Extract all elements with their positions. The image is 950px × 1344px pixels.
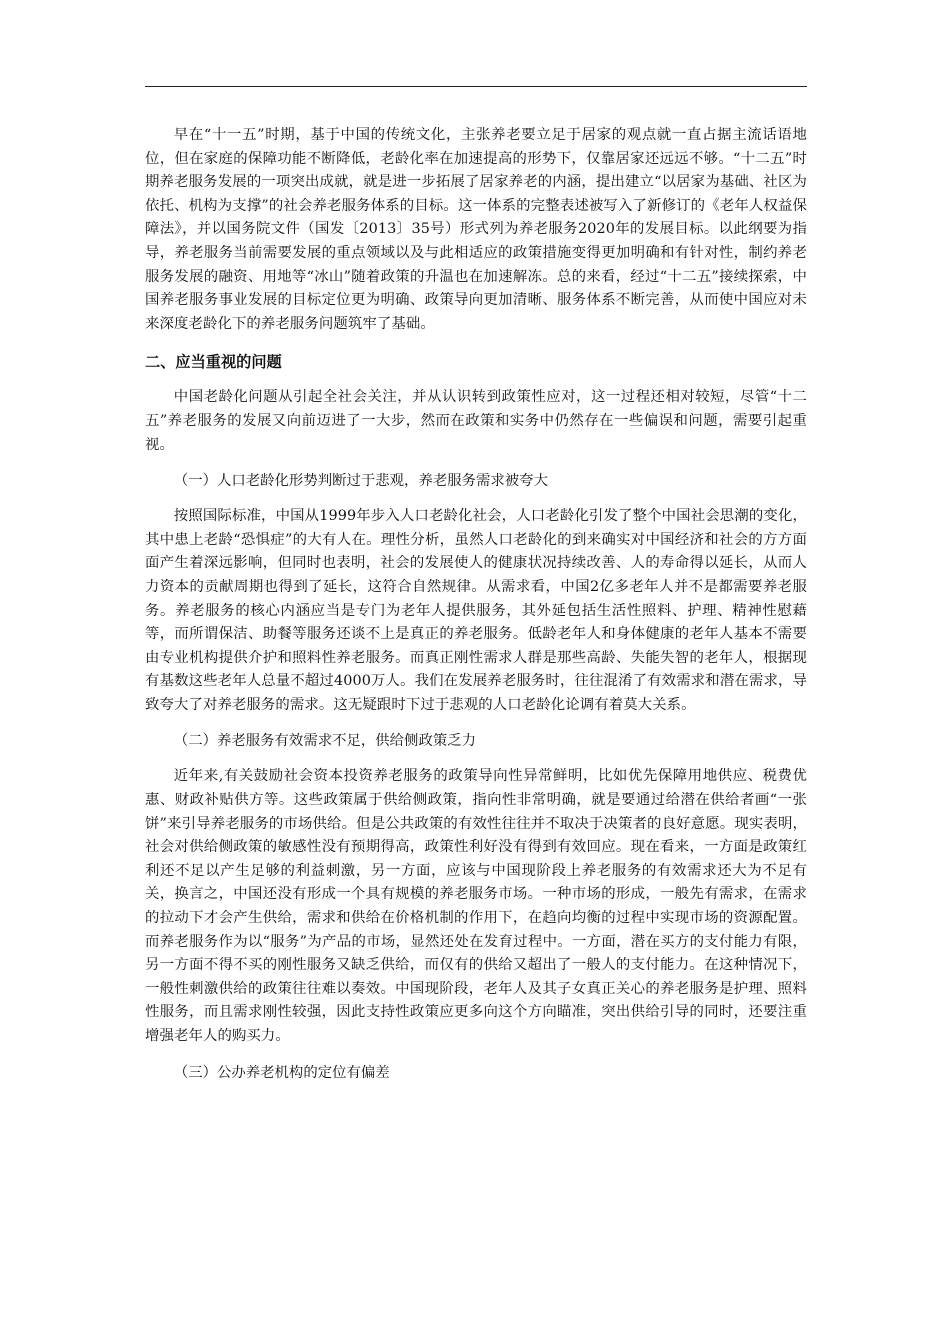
paragraph-supply-side-policy: 近年来,有关鼓励社会资本投资养老服务的政策导向性异常鲜明，比如优先保障用地供应、税费优惠、财政补贴供方等。这些政策属于供给侧政策，指向性非常明确，就是要通过给潜在供给者画“一张饼”来引导养老服务的市场供给。但是公共政策的有效性往往并不取决于决策者的良好意愿。现实表明，社会对供给侧政策的敏感性没有预期得高，政策性利好没有得到有效回应。现在看来，一方面是政策红利还不足以产生足够的利益刺激，另一方面，应该与中国现阶段上养老服务的有效需求还大为不足有关，换言之，中国还没有形成一个具有规模的养老服务市场。一种市场的形成，一般先有需求，在需求的拉动下才会产生供给，需求和供给在价格机制的作用下，在趋向均衡的过程中实现市场的资源配置。而养老服务作为以“服务”为产品的市场，显然还处在发育过程中。一方面，潜在买方的支付能力有限，另一方面不得不买的刚性服务又缺乏供给，而仅有的供给又超出了一般人的支付能力。在这种情况下，一般性刺激供给的政策往往难以奏效。中国现阶段，老年人及其子女真正关心的养老服务是护理、照料性服务，而且需求刚性较强，因此支持性政策应更多向这个方向瞄准，突出供给引导的同时，还要注重增强老年人的购买力。 bbox=[145, 768, 807, 1044]
subheading-public-institutions: （三）公办养老机构的定位有偏差 bbox=[173, 1064, 390, 1081]
paragraph-issues-intro: 中国老龄化问题从引起全社会关注，并从认识转到政策性应对，这一过程还相对较短，尽管“十二五”养老服务的发展又向前迈进了一大步，然而在政策和实务中仍然存在一些偏误和问题，需要引起重视。 bbox=[145, 389, 807, 453]
header-rule bbox=[145, 86, 807, 87]
document-body bbox=[145, 124, 807, 1097]
paragraph-aging-demand: 按照国际标准，中国从1999年步入人口老龄化社会，人口老龄化引发了整个中国社会思潮的变化，其中患上老龄“恐惧症”的大有人在。理性分析，虽然人口老龄化的到来确实对中国经济和社会的方方面面产生着深远影响，但同时也表明，社会的发展使人的健康状况持续改善、人的寿命得以延长，从而人力资本的贡献周期也得到了延长，这符合自然规律。从需求看，中国2亿多老年人并不是都需要养老服务。养老服务的核心内涵应当是专门为老年人提供服务，其外延包括生活性照料、护理、精神性慰藉等，而所谓保洁、助餐等服务还谈不上是真正的养老服务。低龄老年人和身体健康的老年人基本不需要由专业机构提供介护和照料性养老服务。而真正刚性需求人群是那些高龄、失能失智的老年人，根据现有基数这些老年人总量不超过4000万人。我们在发展养老服务时，往往混淆了有效需求和潜在需求，导致夸大了对养老服务的需求。这无疑跟时下过于悲观的人口老龄化论调有着莫大关系。 bbox=[145, 508, 807, 713]
subheading-insufficient-demand: （二）养老服务有效需求不足，供给侧政策乏力 bbox=[173, 733, 477, 750]
paragraph-twelfth-five-year-achievements: 早在“十一五”时期，基于中国的传统文化，主张养老要立足于居家的观点就一直占据主流话语地位，但在家庭的保障功能不断降低，老龄化率在加速提高的形势下，仅靠居家还远远不够。“十二五”时期养老服务发展的一项突出成就，就是进一步拓展了居家养老的内涵，提出建立“以居家为基础、社区为依托、机构为支撑”的社会养老服务体系的目标。这一体系的完整表述被写入了新修订的《老年人权益保障法》，并以国务院文件（国发〔2013〕35号）形式列为养老服务2020年的发展目标。以此纲要为指导，养老服务当前需要发展的重点领域以及与此相适应的政策措施变得更加明确和有针对性，制约养老服务发展的融资、用地等“冰山”随着政策的升温也在加速解冻。总的来看，经过“十二五”接续探索，中国养老服务事业发展的目标定位更为明确、政策导向更加清晰、服务体系不断完善，从而使中国应对未来深度老龄化下的养老服务问题筑牢了基础。 bbox=[145, 127, 807, 332]
subheading-pessimistic-judgment: （一）人口老龄化形势判断过于悲观，养老服务需求被夸大 bbox=[173, 473, 548, 490]
section-heading-issues: 二、应当重视的问题 bbox=[145, 353, 282, 372]
